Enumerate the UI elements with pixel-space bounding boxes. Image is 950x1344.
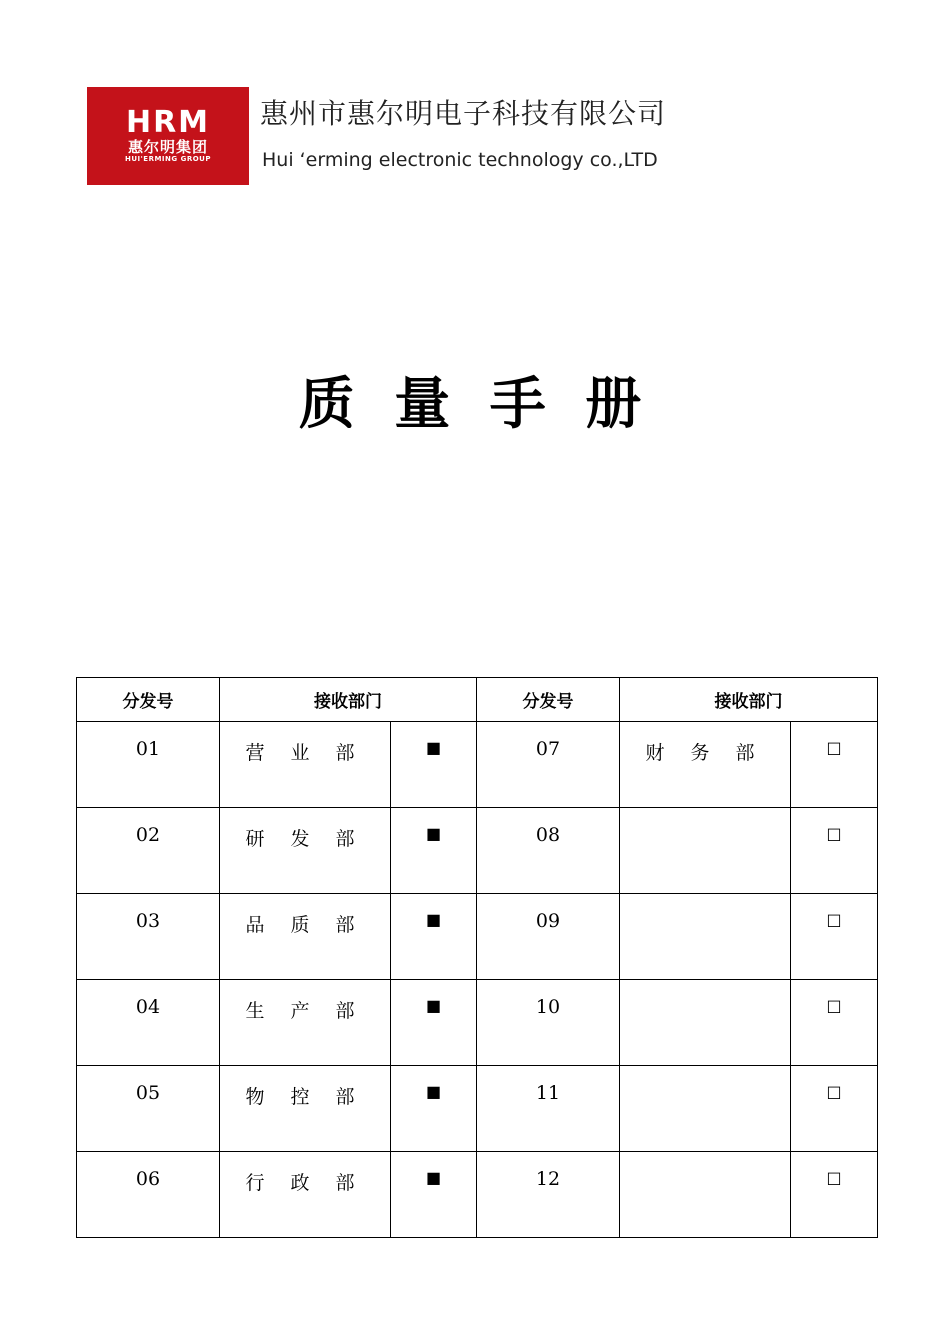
distribution-number: 02 [77, 808, 220, 894]
distribution-number: 11 [477, 1066, 620, 1152]
table-row [77, 894, 878, 980]
distribution-number: 03 [77, 894, 220, 980]
department-name: 研 发 部 [220, 808, 391, 894]
distribution-number: 06 [77, 1152, 220, 1238]
logo-english-name: HUI'ERMING GROUP [125, 155, 211, 163]
distribution-table [76, 677, 878, 1238]
empty-checkbox: □ [791, 722, 878, 808]
company-logo [87, 87, 249, 185]
distribution-number: 12 [477, 1152, 620, 1238]
department-name: 营 业 部 [220, 722, 391, 808]
department-name: 品 质 部 [220, 894, 391, 980]
distribution-number: 08 [477, 808, 620, 894]
distribution-number: 05 [77, 1066, 220, 1152]
filled-square-mark: ■ [391, 722, 477, 808]
filled-square-mark: ■ [391, 980, 477, 1066]
empty-checkbox: □ [791, 980, 878, 1066]
distribution-number: 01 [77, 722, 220, 808]
department-name: 财 务 部 [620, 722, 791, 808]
header-distribution-number: 分发号 [77, 678, 220, 722]
table-row [77, 1152, 878, 1238]
department-name [620, 980, 791, 1066]
department-name: 物 控 部 [220, 1066, 391, 1152]
table-row [77, 1066, 878, 1152]
distribution-number: 07 [477, 722, 620, 808]
header-receiving-department: 接收部门 [220, 678, 477, 722]
table-header-row [77, 678, 878, 722]
filled-square-mark: ■ [391, 894, 477, 980]
logo-mark: HRM [125, 105, 211, 140]
table-row [77, 980, 878, 1066]
department-name [620, 1066, 791, 1152]
document-title: 质 量 手 册 [298, 371, 652, 437]
empty-checkbox: □ [791, 1066, 878, 1152]
department-name [620, 894, 791, 980]
department-name [620, 1152, 791, 1238]
empty-checkbox: □ [791, 1152, 878, 1238]
empty-checkbox: □ [791, 808, 878, 894]
empty-checkbox: □ [791, 894, 878, 980]
header-receiving-department: 接收部门 [620, 678, 878, 722]
distribution-number: 04 [77, 980, 220, 1066]
department-name [620, 808, 791, 894]
filled-square-mark: ■ [391, 1066, 477, 1152]
distribution-number: 09 [477, 894, 620, 980]
department-name: 生 产 部 [220, 980, 391, 1066]
table-row [77, 808, 878, 894]
department-name: 行 政 部 [220, 1152, 391, 1238]
company-name-chinese: 惠州市惠尔明电子科技有限公司 [260, 97, 667, 130]
distribution-number: 10 [477, 980, 620, 1066]
header-distribution-number: 分发号 [477, 678, 620, 722]
filled-square-mark: ■ [391, 1152, 477, 1238]
company-name-english: Hui ‘erming electronic technology co.,LTD [262, 149, 658, 171]
table-row [77, 722, 878, 808]
logo-chinese-name: 惠尔明集团 [127, 138, 208, 156]
filled-square-mark: ■ [391, 808, 477, 894]
